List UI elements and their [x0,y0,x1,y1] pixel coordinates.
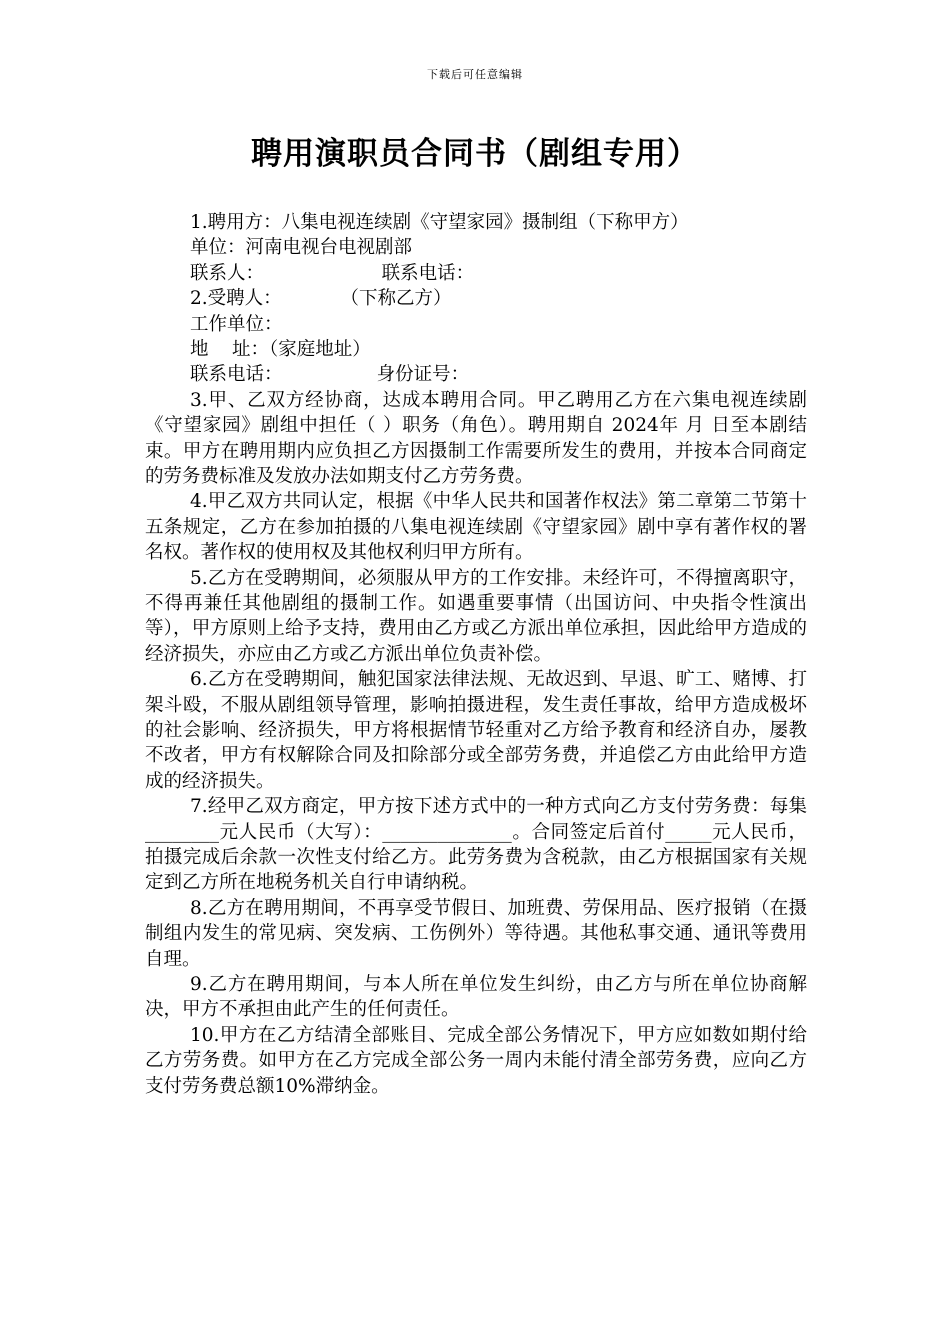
clause-4 [145,489,807,565]
employee-address-line: 地 址：（家庭地址） [190,338,371,360]
clause-8-text: 8.乙方在聘用期间，不再享受节假日、加班费、劳保用品、医疗报销（在摄制组内发生的常见病、突发病、工伤例外）等待遇。其他私事交通、通讯等费用自理。 [145,897,807,970]
contract-body [145,210,807,1099]
header-note: 下载后可任意编辑 [427,68,523,81]
clause-3 [145,388,807,490]
clause-4-text: 4.甲乙双方共同认定，根据《中华人民共和国著作权法》第二章第二节第十五条规定，乙方在参加拍摄的八集电视连续剧《守望家园》剧中享有著作权的署名权。著作权的使用权及其他权利归甲方所有。 [145,491,807,564]
clause-10 [145,1023,807,1099]
clause-6 [145,667,807,794]
employee-workplace-line: 工作单位： [190,313,283,335]
employer-contact-line: 联系人： 联系电话： [190,262,475,284]
document-title: 聘用演职员合同书（剧组专用） [251,136,699,172]
clause-9 [145,972,807,1023]
clause-3-text: 3.甲、乙双方经协商，达成本聘用合同。甲乙聘用乙方在六集电视连续剧《守望家园》剧组中担任（ ）职务（角色）。聘用期自 2024年 月 日至本剧结束。甲方在聘用期内应负担乙方因摄制工作需要所发生的费用，并按本合同商定的劳务费标准及发放办法如期支付乙方劳务费。 [145,389,807,487]
clause-5 [145,566,807,668]
employee-line: 2.受聘人： （下称乙方） [190,288,452,310]
clause-7 [145,794,807,896]
employee-phone-id-line: 联系电话： 身份证号： [190,364,470,386]
clause-10-text: 10.甲方在乙方结清全部账目、完成全部公务情况下，甲方应如数如期付给乙方劳务费。如甲方在乙方完成全部公务一周内未能付清全部劳务费，应向乙方支付劳务费总额10%滞纳金。 [145,1024,807,1097]
clause-6-text: 6.乙方在受聘期间，触犯国家法律法规、无故迟到、早退、旷工、赌博、打架斗殴，不服从剧组领导管理，影响拍摄进程，发生责任事故，给甲方造成极坏的社会影响、经济损失，甲方将根据情节轻重对乙方给予教育和经济自办，屡教不改者，甲方有权解除合同及扣除部分或全部劳务费，并追偿乙方由此给甲方造成的经济损失。 [145,669,807,792]
employer-line: 1.聘用方：八集电视连续剧《守望家园》摄制组（下称甲方） [190,212,689,233]
clause-5-text: 5.乙方在受聘期间，必须服从甲方的工作安排。未经许可，不得擅离职守，不得再兼任其他剧组的摄制工作。如遇重要事情（出国访问、中央指令性演出等），甲方原则上给予支持，费用由乙方或乙方派出单位承担，因此给甲方造成的经济损失，亦应由乙方或乙方派出单位负责补偿。 [145,567,807,665]
clause-8 [145,896,807,972]
clause-9-text: 9.乙方在聘用期间，与本人所在单位发生纠纷，由乙方与所在单位协商解决，甲方不承担由此产生的任何责任。 [145,974,807,1021]
employer-unit-line: 单位：河南电视台电视剧部 [190,237,413,259]
clause-7-text: 7.经甲乙双方商定，甲方按下述方式中的一种方式向乙方支付劳务费：每集________元人民币（大写）：______________。合同签定后首付_____元人民币，拍摄完成后余款一次性支付给乙方。此劳务费为含税款，由乙方根据国家有关规定到乙方所在地税务机关自行申请纳税。 [145,796,807,894]
